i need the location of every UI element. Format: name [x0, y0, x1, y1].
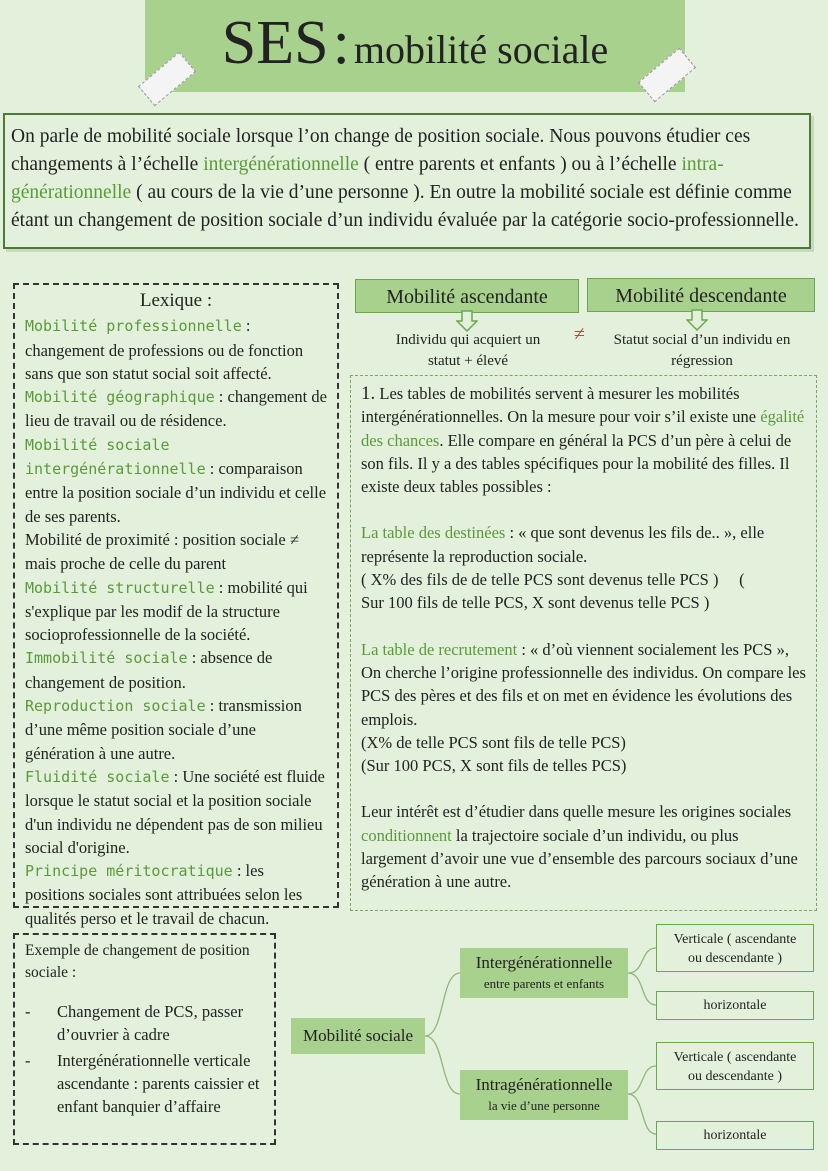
- diagram-intra-node: [460, 1070, 628, 1120]
- page-title: SES : mobilité sociale: [221, 9, 609, 77]
- lexique-entry: Mobilité géographique : changement de lieu de travail ou de résidence.: [25, 387, 327, 431]
- diagram-intra-sub: la vie d’une personne: [488, 1098, 600, 1113]
- diagram-horizontale-box: horizontale: [656, 991, 814, 1020]
- diagram-intra-title: Intragénérationnelle: [475, 1075, 613, 1094]
- lexique-entry: Mobilité structurelle : mobilité qui s'explique par les modif de la structure socioprofessionnelle de la société.: [25, 577, 308, 645]
- lexique-entry: Mobilité de proximité : position sociale ≠ mais proche de celle du parent: [25, 529, 299, 574]
- exemple-title: Exemple de changement de position sociale :: [25, 942, 250, 981]
- lexique-entry: Principe méritocratique : les positions sociales sont attribuées selon les qualités perso et le travail de chacun.: [25, 861, 303, 928]
- list-item: - Intergénérationnelle verticale ascendante : parents caissier et enfant banquier d’affaire: [25, 1051, 260, 1116]
- intro-paragraph: On parle de mobilité sociale lorsque l’on change de position sociale. Nous pouvons étudier ces changements à l’échelle intergénérationnelle ( entre parents et enfants ) ou à l’échelle intra-générationnelle ( au cours de la vie d’une personne ). En outre la mobilité sociale est définie comme étant un changement de position sociale d’un individu évaluée par la catégorie socio-professionnelle.: [3, 113, 811, 249]
- diagram-inter-title: Intergénérationnelle: [475, 953, 613, 972]
- tables-paragraph-1: 1. Les tables de mobilités servent à mesurer les mobilités intergénérationnelles. On la mesure pour voir s’il existe une égalité des chances. Elle compare en général la PCS d’un père à celui de son fils. Il y a des tables spécifiques pour la mobilité des filles. Il existe deux tables possibles :: [361, 383, 805, 497]
- diagram-verticale-box: Verticale ( ascendante ou descendante ): [656, 924, 814, 972]
- diagram-root: Mobilité sociale: [291, 1018, 425, 1054]
- tables-paragraph-interet: Leur intérêt est d’étudier dans quelle mesure les origines sociales conditionnent la trajectoire sociale d’un individu, ou plus largement d’avoir une vue d’ensemble des parcours sociaux d’une génération à une autre.: [361, 802, 798, 892]
- diagram-inter-sub: entre parents et enfants: [483, 976, 605, 991]
- table-destinees-paragraph: La table des destinées : « que sont devenus les fils de.. », elle représente la reproduction sociale.: [361, 523, 765, 566]
- lexique-entry: Mobilité sociale intergénérationnelle : comparaison entre la position sociale d’un individu et celle de ses parents.: [25, 435, 327, 526]
- table-destinees-line: Sur 100 fils de telle PCS, X sont devenus telle PCS ): [361, 593, 710, 613]
- lexique-entry: Reproduction sociale : transmission d’une même position sociale d’une génération à une autre.: [25, 696, 302, 763]
- lexique-entry: Mobilité professionnelle : changement de professions ou de fonction sans que son statut social soit affecté.: [25, 316, 304, 383]
- table-recrutement-line: (Sur 100 PCS, X sont fils de telles PCS): [361, 756, 627, 776]
- list-item: - Changement de PCS, passer d’ouvrier à cadre: [25, 1002, 244, 1044]
- table-destinees-line: ( X% des fils de de telle PCS sont devenus telle PCS ) (: [361, 570, 745, 590]
- table-recrutement-paragraph: La table de recrutement : « d’où viennent socialement les PCS », On cherche l’origine professionnelle des individus. On compare les PCS des pères et des fils et on met en évidence les évolutions des emplois.: [361, 639, 806, 729]
- not-equal-sign: ≠: [574, 323, 585, 345]
- diagram-horizontale-box: horizontale: [656, 1121, 814, 1150]
- lexique-entry: Immobilité sociale : absence de changement de position.: [25, 648, 273, 692]
- diagram-verticale-box: Verticale ( ascendante ou descendante ): [656, 1042, 814, 1090]
- lexique-entry: Fluidité sociale : Une société est fluide lorsque le statut social et la position sociale d'un individu ne dépendent pas de son milieu social d'origine.: [25, 766, 325, 857]
- diagram-inter-node: [460, 948, 628, 998]
- mobilite-descendante-box: Mobilité descendante: [587, 278, 815, 312]
- table-recrutement-line: (X% de telle PCS sont fils de telle PCS): [361, 732, 626, 752]
- lexique-title: Lexique :: [139, 290, 213, 311]
- ascendante-description: Individu qui acquiert un statut + élevé: [395, 332, 541, 369]
- mobilite-ascendante-box: Mobilité ascendante: [355, 279, 579, 313]
- descendante-description: Statut social d’un individu en régression: [613, 332, 791, 369]
